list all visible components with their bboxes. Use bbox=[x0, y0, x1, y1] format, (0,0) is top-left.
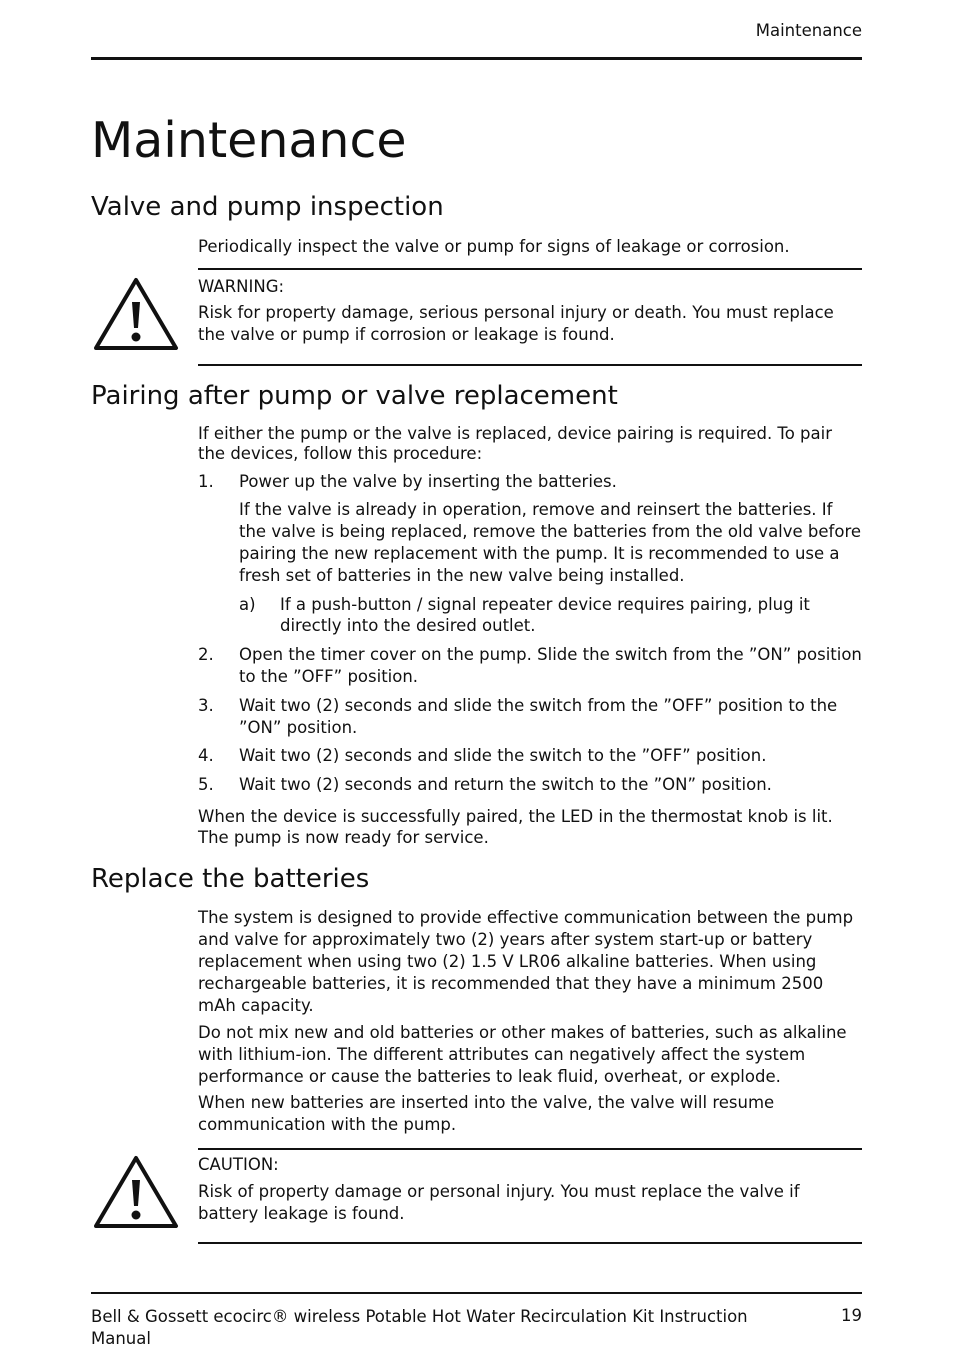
section-heading-valve-pump-inspection: Valve and pump inspection bbox=[91, 192, 444, 222]
pairing-intro: If either the pump or the valve is replaced, device pairing is required. To pair the devices, follow this procedure: bbox=[198, 424, 833, 463]
caution-text: Risk of property damage or personal injury. You must replace the valve if battery leakage is found. bbox=[198, 1182, 800, 1223]
footer-rule bbox=[91, 1292, 862, 1294]
running-header: Maintenance bbox=[755, 21, 862, 40]
warning-triangle-icon bbox=[93, 1154, 179, 1230]
section-heading-pairing: Pairing after pump or valve replacement bbox=[91, 381, 618, 411]
step-number: 5. bbox=[198, 775, 214, 794]
step-number: 4. bbox=[198, 746, 214, 765]
warning-text: Risk for property damage, serious personal injury or death. You must replace the valve or pump if corrosion or leakage is found. bbox=[198, 303, 834, 344]
caution-top-rule bbox=[198, 1148, 862, 1150]
sub-step-text: If a push-button / signal repeater device requires pairing, plug it directly into the desired outlet. bbox=[280, 595, 810, 635]
batteries-paragraph-1: The system is designed to provide effective communication between the pump and valve for approximately two (2) years after system start-up or battery replacement when using two (2) 1.5 V LR06 alkaline batteries. When using rechargeable batteries, it is recommended that they have a minimum 2500 mAh capacity. bbox=[198, 908, 854, 1015]
caution-label: CAUTION: bbox=[198, 1155, 279, 1174]
warning-label: WARNING: bbox=[198, 277, 285, 296]
warning-triangle-icon bbox=[93, 276, 179, 352]
step-number: 1. bbox=[198, 472, 214, 491]
batteries-paragraph-3: When new batteries are inserted into the valve, the valve will resume communication with the pump. bbox=[198, 1093, 775, 1134]
pairing-outro: When the device is successfully paired, the LED in the thermostat knob is lit. The pump is now ready for service. bbox=[198, 807, 833, 847]
warning-top-rule bbox=[198, 268, 862, 270]
footer-text: Bell & Gossett ecocirc® wireless Potable Hot Water Recirculation Kit Instruction Manual bbox=[91, 1307, 748, 1348]
section-heading-replace-batteries: Replace the batteries bbox=[91, 864, 370, 894]
page-number: 19 bbox=[841, 1306, 862, 1325]
step-note: If the valve is already in operation, remove and reinsert the batteries. If the valve is being replaced, remove the batteries from the old valve before pairing the new replacement with the pump. It is recommended to use a fresh set of batteries in the new valve being installed. bbox=[239, 500, 862, 585]
warning-bottom-rule bbox=[198, 364, 862, 366]
step-text: Power up the valve by inserting the batteries. bbox=[239, 472, 617, 491]
step-text: Open the timer cover on the pump. Slide the switch from the ”ON” position to the ”OFF” position. bbox=[239, 645, 862, 686]
batteries-paragraph-2: Do not mix new and old batteries or other makes of batteries, such as alkaline with lithium-ion. The different attributes can negatively affect the system performance or cause the batteries to leak fluid, overheat, or explode. bbox=[198, 1023, 847, 1086]
page-title: Maintenance bbox=[91, 112, 407, 169]
section-intro: Periodically inspect the valve or pump for signs of leakage or corrosion. bbox=[198, 237, 790, 256]
sub-step-number: a) bbox=[239, 595, 256, 614]
header-rule bbox=[91, 57, 862, 60]
caution-bottom-rule bbox=[198, 1242, 862, 1244]
step-text: Wait two (2) seconds and slide the switch to the ”OFF” position. bbox=[239, 746, 767, 765]
step-text: Wait two (2) seconds and slide the switch from the ”OFF” position to the ”ON” position. bbox=[239, 696, 838, 737]
step-number: 3. bbox=[198, 696, 214, 715]
step-number: 2. bbox=[198, 645, 214, 664]
step-text: Wait two (2) seconds and return the switch to the ”ON” position. bbox=[239, 775, 772, 794]
